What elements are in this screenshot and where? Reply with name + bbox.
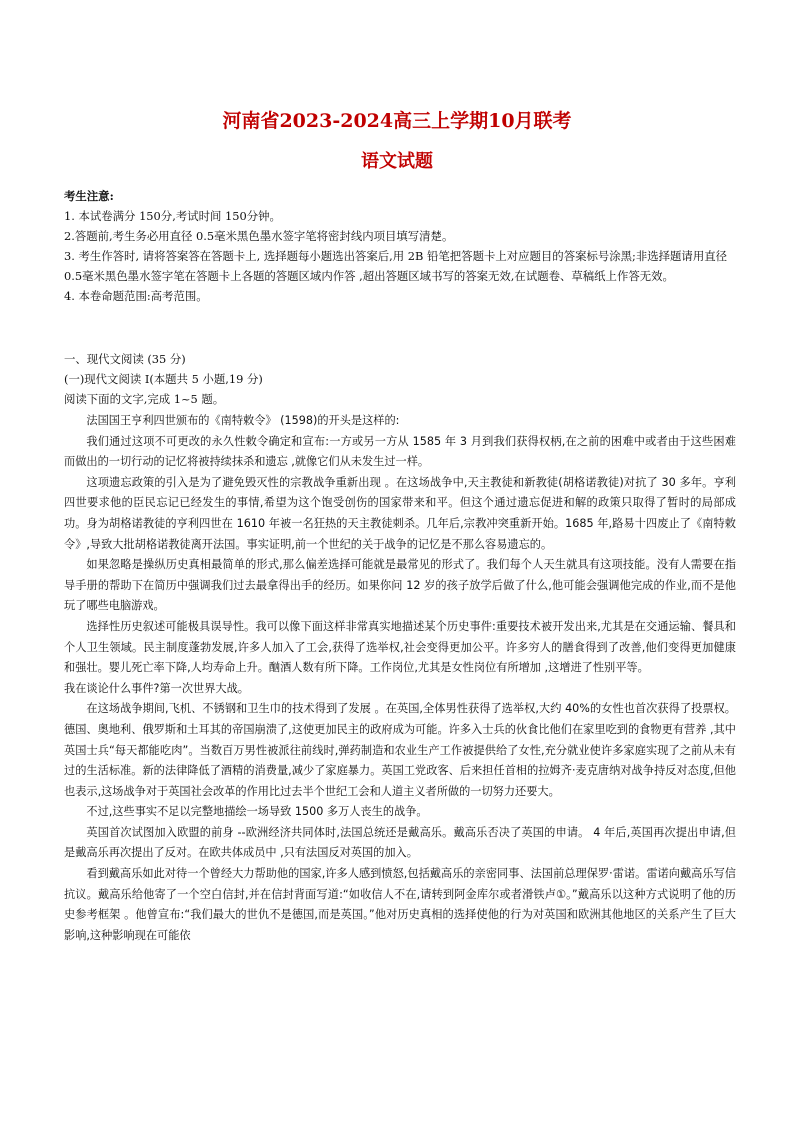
article-paragraph: 英国首次试图加入欧盟的前身 --欧洲经济共同体时,法国总统还是戴高乐。戴高乐否决了英国的申请。 4 年后,英国再次提出申请,但是戴高乐再次提出了反对。在欧共体成员中 ,只有法国反对英国的加入。 [64, 825, 736, 860]
notes-item: 2.答题前,考生务必用直径 0.5毫米黑色墨水签字笔将密封线内项目填写清楚。 [64, 229, 454, 243]
section-heading: 一、现代文阅读 (35 分) [64, 352, 186, 366]
reading-instruction: 阅读下面的文字,完成 1~5 题。 [64, 392, 225, 406]
notes-item: 1. 本试卷满分 150分,考试时间 150分钟。 [64, 209, 281, 223]
article-paragraph: 我们通过这项不可更改的永久性敕令确定和宣布:一方或另一方从 1585 年 3 月到我们获得权柄,在之前的困难中或者由于这些困难而做出的一切行动的记忆将被持续抹杀和遗忘 ,就像它们从未发生过一样。 [64, 434, 736, 469]
exam-subject-title: 语文试题 [361, 151, 433, 172]
notes-heading: 考生注意: [64, 189, 114, 203]
subsection-heading: (一)现代文阅读 I(本题共 5 小题,19 分) [64, 372, 263, 386]
candidate-notes [64, 186, 744, 306]
article-paragraph: 选择性历史叙述可能极具误导性。我可以像下面这样非常真实地描述某个历史事件:重要技术被开发出来,尤其是在交通运输、餐具和个人卫生领域。民主制度蓬勃发展,许多人加入了工会,获得了选举权,社会变得更加公平。许多穷人的膳食得到了改善,他们变得更加健康和强壮。婴儿死亡率下降,人均寿命上升。酗酒人数有所下降。工作岗位,尤其是女性岗位有所增加 ,这增进了性别平等。 [64, 619, 736, 675]
exam-title: 河南省2023-2024高三上学期10月联考 [222, 110, 572, 132]
article-paragraph: 在这场战争期间,飞机、不锈钢和卫生巾的技术得到了发展 。在英国,全体男性获得了选举权,大约 40%的女性也首次获得了投票权。德国、奥地利、俄罗斯和土耳其的帝国崩溃了,这使更加民主的政府成为可能。许多入士兵的伙食比他们在家里吃到的食物更有营养 ,其中英国士兵“每天都能吃肉”。当数百万男性被派往前线时,弹药制造和农业生产工作被提供给了女性,充分就业使许多家庭实现了之前从未有过的生活标准。新的法律降低了酒精的消费量,减少了家庭暴力。英国工党政客、后来担任首相的拉姆齐·麦克唐纳对战争持反对态度,但他也表示,这场战争对于英国社会改革的作用比过去半个世纪工会和人道主义者所做的一切努力还要大。 [64, 702, 736, 798]
article-paragraph: 我在谈论什么事件?第一次世界大战。 [64, 681, 249, 695]
notes-item: 3. 考生作答时, 请将答案答在答题卡上, 选择题每小题选出答案后,用 2B 铅笔把答题卡上对应题目的答案标号涂黑;非选择题请用直径 0.5毫米黑色墨水签字笔在答题卡上各题的答题区域内作答 ,超出答题区域书写的答案无效,在试题卷、草稿纸上作答无效。 [64, 249, 727, 283]
article-paragraph: 如果忽略是操纵历史真相最简单的形式,那么偏差选择可能就是最常见的形式了。我们每个人天生就具有这项技能。没有人需要在指导手册的帮助下在简历中强调我们过去最拿得出手的经历。如果你问 12 岁的孩子放学后做了什么,他可能会强调他完成的作业,而不是他玩了哪些电脑游戏。 [64, 558, 736, 613]
article-paragraph: 不过,这些事实不足以完整地描绘一场导致 1500 多万人丧生的战争。 [86, 805, 428, 819]
article-paragraph: 看到戴高乐如此对待一个曾经大力帮助他的国家,许多人感到愤怒,包括戴高乐的亲密同事、法国前总理保罗·雷诺。雷诺向戴高乐写信抗议。戴高乐给他寄了一个空白信封,并在信封背面写道:“如收信人不在,请转到阿金库尔或者滑铁卢①。”戴高乐以这种方式说明了他的历史参考框架 。他曾宣布:“我们最大的世仇不是德国,而是英国。”他对历史真相的选择使他的行为对英国和欧洲其他地区的关系产生了巨大影响,这种影响现在可能依 [64, 867, 736, 942]
article-paragraph: 法国国王亨利四世颁布的《南特敕令》 (1598)的开头是这样的: [86, 414, 400, 427]
article-paragraph: 这项遗忘政策的引入是为了避免毁灭性的宗教战争重新出现 。在这场战争中,天主教徒和新教徒(胡格诺教徒)对抗了 30 多年。亨利四世要求他的臣民忘记已经发生的事情,希望为这个饱受创伤的国家带来和平。但这个通过遗忘促进和解的政策只取得了暂时的局部成功。身为胡格诺教徒的亨利四世在 1610 年被一名狂热的天主教徒刺杀。几年后,宗教冲突重新开始。1685 年,路易十四废止了《南特敕令》,导致大批胡格诺教徒离开法国。事实证明,前一个世纪的关于战争的记忆是不那么容易遗忘的。 [64, 475, 736, 551]
notes-item: 4. 本卷命题范围:高考范围。 [64, 289, 208, 303]
article-body [64, 411, 736, 946]
